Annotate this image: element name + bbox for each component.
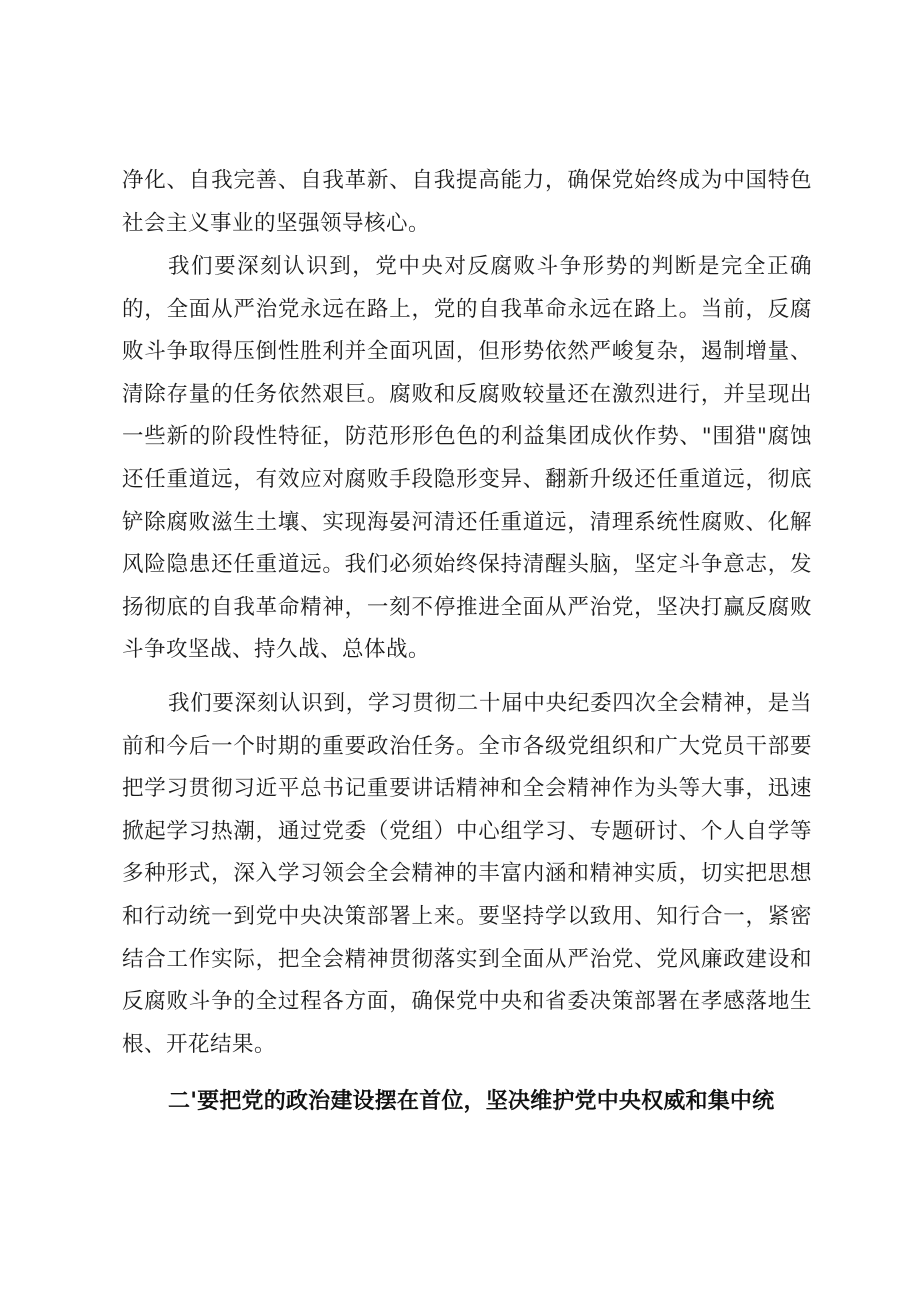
paragraph-study-plenary: 我们要深刻认识到，学习贯彻二十届中央纪委四次全会精神，是当前和今后一个时期的重要政治任务。全市各级党组织和广大党员干部要把学习贯彻习近平总书记重要讲话精神和全会精神作为头等大事，迅速掀起学习热潮，通过党委（党组）中心组学习、专题研讨、个人自学等多种形式，深入学习领会全会精神的丰富内涵和精神实质，切实把思想和行动统一到党中央决策部署上来。要坚持学以致用、知行合一，紧密结合工作实际，把全会精神贯彻落实到全面从严治党、党风廉政建设和反腐败斗争的全过程各方面，确保党中央和省委决策部署在孝感落地生根、开花结果。 xyxy=(122,691,812,1057)
paragraph-anti-corruption: 我们要深刻认识到，党中央对反腐败斗争形势的判断是完全正确的，全面从严治党永远在路上，党的自我革命永远在路上。当前，反腐败斗争取得压倒性胜利并全面巩固，但形势依然严峻复杂，遏制增量、清除存量的任务依然艰巨。腐败和反腐败较量还在激烈进行，并呈现出一些新的阶段性特征，防范形形色色的利益集团成伙作势、"围猎"腐蚀还任重道远，有效应对腐败手段隐形变异、翻新升级还任重道远，彻底铲除腐败滋生土壤、实现海晏河清还任重道远，清理系统性腐败、化解风险隐患还任重道远。我们必须始终保持清醒头脑，坚定斗争意志，发扬彻底的自我革命精神，一刻不停推进全面从严治党，坚决打赢反腐败斗争攻坚战、持久战、总体战。 xyxy=(122,254,812,663)
section-heading: 二'要把党的政治建设摆在首位，坚决维护党中央权威和集中统 xyxy=(168,1089,775,1114)
paragraph-continuation: 净化、自我完善、自我革新、自我提高能力，确保党始终成为中国特色社会主义事业的坚强领导核心。 xyxy=(122,168,812,236)
